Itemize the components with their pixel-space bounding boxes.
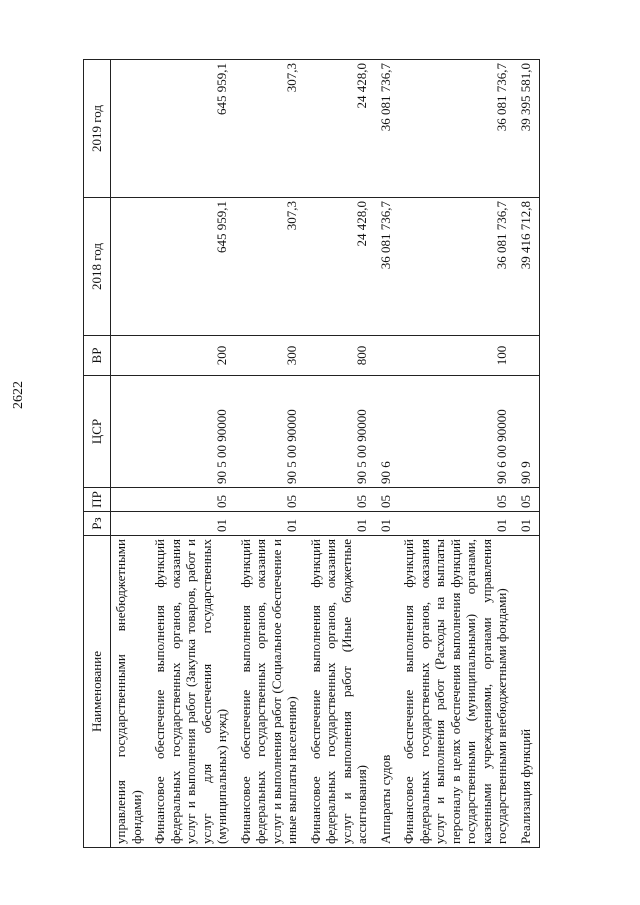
- row-2018: 39 416 712,8: [516, 198, 540, 336]
- header-rz: Рз: [84, 512, 111, 536]
- row-vr: 300: [236, 336, 306, 376]
- row-pr: 05: [306, 488, 376, 512]
- row-rz: 01: [306, 512, 376, 536]
- header-pr: ПР: [84, 488, 111, 512]
- row-name: Реализация функций: [516, 536, 540, 848]
- table-row: [306, 60, 376, 848]
- row-vr: [516, 336, 540, 376]
- row-2018: 36 081 736,7: [399, 198, 516, 336]
- row-csr: [111, 376, 151, 488]
- table-row: [236, 60, 306, 848]
- row-2019: [111, 60, 151, 198]
- row-vr: 800: [306, 336, 376, 376]
- row-pr: 05: [236, 488, 306, 512]
- row-2018: [111, 198, 151, 336]
- row-csr: 90 6 00 90000: [399, 376, 516, 488]
- budget-table: [83, 59, 540, 848]
- table-row: [150, 60, 236, 848]
- row-2019: 36 081 736,7: [399, 60, 516, 198]
- row-name: Финансовое обеспечение выполнения функций федеральных государственных органов, оказания услуг и выполнения работ (Иные бюджетные ассигнования): [306, 536, 376, 848]
- row-name: Финансовое обеспечение выполнения функций федеральных государственных органов, оказания услуг и выполнения работ (Расходы на выплаты персоналу в целях обеспечения выполнения функций государственными (муниципальными) органами, казенными учреждениями, органами управления государственными внебюджетными фондами): [399, 536, 516, 848]
- table-row: [376, 60, 400, 848]
- budget-table-container: [83, 60, 595, 848]
- row-rz: [111, 512, 151, 536]
- header-2019: 2019 год: [84, 60, 111, 198]
- row-2018: 645 959,1: [150, 198, 236, 336]
- table-row: [111, 60, 151, 848]
- table-header-row: [84, 60, 111, 848]
- row-name: Аппараты судов: [376, 536, 400, 848]
- header-vr: ВР: [84, 336, 111, 376]
- row-pr: 05: [516, 488, 540, 512]
- row-pr: 05: [150, 488, 236, 512]
- row-2019: 24 428,0: [306, 60, 376, 198]
- row-csr: 90 5 00 90000: [306, 376, 376, 488]
- row-rz: 01: [399, 512, 516, 536]
- header-csr: ЦСР: [84, 376, 111, 488]
- row-2018: 36 081 736,7: [376, 198, 400, 336]
- row-csr: 90 5 00 90000: [236, 376, 306, 488]
- row-csr: 90 6: [376, 376, 400, 488]
- row-pr: 05: [376, 488, 400, 512]
- row-rz: 01: [376, 512, 400, 536]
- row-csr: 90 5 00 90000: [150, 376, 236, 488]
- row-pr: [111, 488, 151, 512]
- header-2018: 2018 год: [84, 198, 111, 336]
- page-number: 2622: [11, 381, 26, 409]
- row-rz: 01: [516, 512, 540, 536]
- row-vr: 100: [399, 336, 516, 376]
- row-rz: 01: [150, 512, 236, 536]
- row-name: Финансовое обеспечение выполнения функций федеральных государственных органов, оказания услуг и выполнения работ (Социальное обеспечение и иные выплаты населению): [236, 536, 306, 848]
- row-2018: 307,3: [236, 198, 306, 336]
- header-name: Наименование: [84, 536, 111, 848]
- row-2019: 645 959,1: [150, 60, 236, 198]
- table-row: [516, 60, 540, 848]
- row-vr: [376, 336, 400, 376]
- table-row: [399, 60, 516, 848]
- row-2019: 36 081 736,7: [376, 60, 400, 198]
- row-vr: [111, 336, 151, 376]
- row-vr: 200: [150, 336, 236, 376]
- row-2018: 24 428,0: [306, 198, 376, 336]
- row-name: управления государственными внебюджетными фондами): [111, 536, 151, 848]
- row-pr: 05: [399, 488, 516, 512]
- row-rz: 01: [236, 512, 306, 536]
- row-name: Финансовое обеспечение выполнения функций федеральных государственных органов, оказания услуг и выполнения работ (Закупка товаров, работ и услуг для обеспечения государственных (муниципальных) нужд): [150, 536, 236, 848]
- row-csr: 90 9: [516, 376, 540, 488]
- row-2019: 307,3: [236, 60, 306, 198]
- row-2019: 39 395 581,0: [516, 60, 540, 198]
